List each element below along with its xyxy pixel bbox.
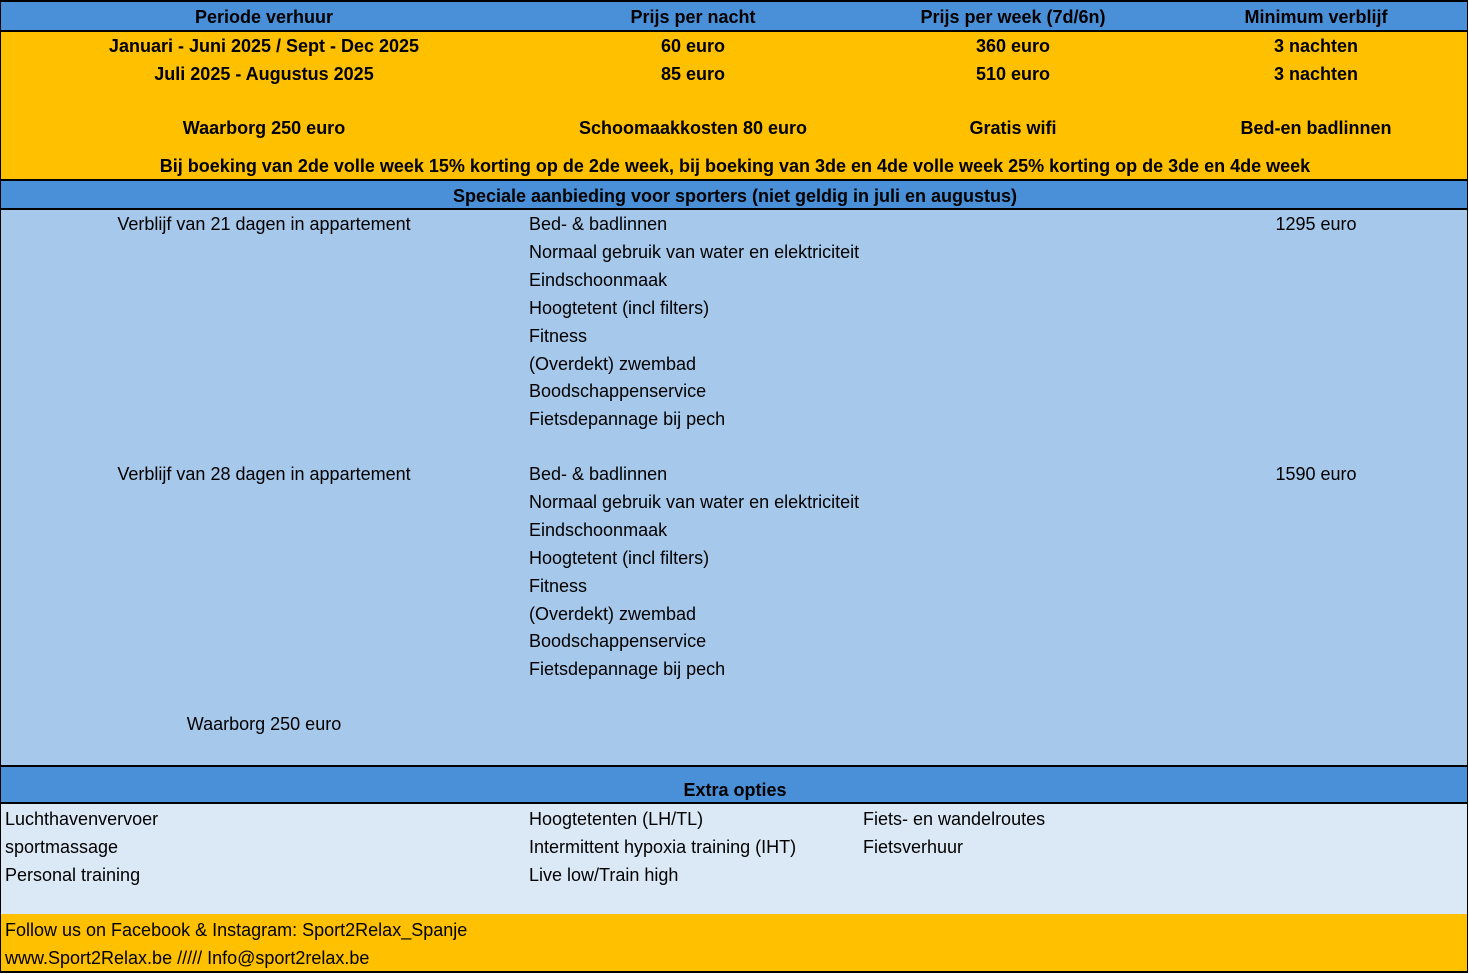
list-item: Boodschappenservice — [529, 631, 707, 651]
list-item: Normaal gebruik van water en elektriciteit — [529, 242, 860, 262]
rate-week: 510 euro — [975, 64, 1051, 84]
extras-title: Extra opties — [683, 780, 787, 800]
special-body — [0, 210, 1468, 767]
offer-label: Verblijf van 21 dagen in appartement — [117, 214, 411, 234]
list-item: Hoogtetent (incl filters) — [529, 548, 710, 568]
footer — [0, 914, 1468, 973]
list-item: Fietsdepannage bij pech — [529, 659, 726, 679]
list-item: (Overdekt) zwembad — [529, 354, 697, 374]
offer-price: 1590 euro — [1275, 464, 1357, 484]
rate-night: 85 euro — [660, 64, 726, 84]
list-item: Luchthavenvervoer — [5, 809, 159, 829]
extras-body — [0, 804, 1468, 914]
header-min-stay: Minimum verblijf — [1244, 7, 1388, 27]
rate-week: 360 euro — [975, 36, 1051, 56]
list-item: Fitness — [529, 326, 588, 346]
list-item: Boodschappenservice — [529, 381, 707, 401]
offer-price: 1295 euro — [1275, 214, 1357, 234]
list-item: sportmassage — [5, 837, 119, 857]
list-item: Bed- & badlinnen — [529, 214, 668, 234]
cleaning-note: Schoomaakkosten 80 euro — [578, 118, 808, 138]
discount-note: Bij boeking van 2de volle week 15% korting op de 2de week, bij boeking van 3de en 4de volle week 25% korting op de 3de en 4de week — [159, 156, 1311, 176]
header-period: Periode verhuur — [194, 7, 334, 27]
header-row — [0, 0, 1468, 30]
special-deposit: Waarborg 250 euro — [186, 714, 342, 734]
offer-label: Verblijf van 28 dagen in appartement — [117, 464, 411, 484]
list-item: Personal training — [5, 865, 141, 885]
deposit-note: Waarborg 250 euro — [182, 118, 346, 138]
rate-period: Juli 2025 - Augustus 2025 — [154, 64, 374, 84]
list-item: Hoogtetenten (LH/TL) — [529, 809, 704, 829]
conditions-section — [0, 86, 1468, 179]
linen-note: Bed-en badlinnen — [1240, 118, 1392, 138]
wifi-note: Gratis wifi — [969, 118, 1057, 138]
list-item: Bed- & badlinnen — [529, 464, 668, 484]
list-item: (Overdekt) zwembad — [529, 604, 697, 624]
rate-period: Januari - Juni 2025 / Sept - Dec 2025 — [108, 36, 420, 56]
rates-section — [0, 30, 1468, 88]
list-item: Live low/Train high — [529, 865, 679, 885]
list-item: Fitness — [529, 576, 588, 596]
list-item: Fietsverhuur — [863, 837, 964, 857]
list-item: Eindschoonmaak — [529, 520, 668, 540]
footer-social: Follow us on Facebook & Instagram: Sport2Relax_Spanje — [5, 920, 468, 940]
rate-night: 60 euro — [660, 36, 726, 56]
rate-min: 3 nachten — [1273, 36, 1359, 56]
header-price-week: Prijs per week (7d/6n) — [920, 7, 1106, 27]
header-price-night: Prijs per nacht — [630, 7, 756, 27]
rate-min: 3 nachten — [1273, 64, 1359, 84]
extras-header — [0, 767, 1468, 804]
list-item: Fiets- en wandelroutes — [863, 809, 1046, 829]
list-item: Fietsdepannage bij pech — [529, 409, 726, 429]
list-item: Eindschoonmaak — [529, 270, 668, 290]
special-header — [0, 179, 1468, 210]
footer-contact[interactable]: www.Sport2Relax.be ///// Info@sport2relax.be — [5, 948, 370, 968]
list-item: Hoogtetent (incl filters) — [529, 298, 710, 318]
list-item: Intermittent hypoxia training (IHT) — [529, 837, 797, 857]
list-item: Normaal gebruik van water en elektriciteit — [529, 492, 860, 512]
special-title: Speciale aanbieding voor sporters (niet geldig in juli en augustus) — [452, 186, 1018, 206]
